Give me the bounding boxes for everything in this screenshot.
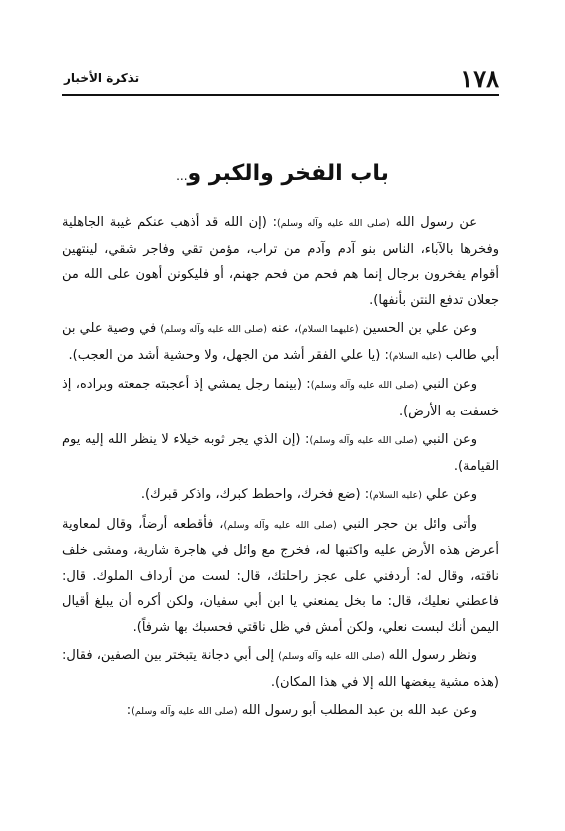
- honorific: (صلى الله عليه وآله وسلم): [310, 380, 419, 391]
- honorific: (عليه السلام): [388, 350, 442, 362]
- honorific: (صلى الله عليه وآله وسلم): [131, 706, 238, 717]
- paragraph: [62, 512, 499, 641]
- paragraph-text: وعن عبد الله بن عبد المطلب أبو رسول الله: [237, 703, 477, 718]
- honorific: (صلى الله عليه وآله وسلم): [276, 218, 390, 229]
- paragraph-text: : (إن الذي يجر ثوبه خيلاء لا ينظر الله إليه يوم القيامة).: [62, 432, 499, 474]
- paragraph-text: : (يا علي الفقر أشد من الجهل، ولا وحشية أشد من العجب).: [68, 347, 389, 363]
- chapter-title: [60, 157, 505, 193]
- paragraph-text: وعن النبي: [417, 432, 477, 447]
- honorific: (صلى الله عليه وآله وسلم): [223, 519, 337, 531]
- honorific: (عليه السلام): [369, 490, 422, 501]
- paragraph-text: إلى أبي دجانة يتبختر بين الصفين، فقال: (هذه مشية يبغضها الله إلا في هذا المكان).: [62, 648, 499, 690]
- honorific: (عليهما السلام): [298, 324, 359, 335]
- paragraph: [62, 482, 499, 509]
- paragraph-text: وعن علي: [421, 487, 477, 502]
- paragraph: [62, 372, 499, 424]
- paragraph: [62, 210, 499, 313]
- page-number: ١٧٨: [460, 64, 499, 93]
- chapter-title-ellipsis: ...: [176, 169, 188, 183]
- paragraph: [62, 316, 499, 369]
- paragraph-text: في وصية علي بن أبي طالب: [62, 321, 499, 363]
- paragraph-text: ، عنه: [266, 321, 299, 336]
- paragraph-text: ونظر رسول الله: [384, 648, 477, 663]
- paragraph: [62, 698, 499, 725]
- paragraph: [62, 643, 499, 695]
- paragraph-text: وأتى وائل بن حجر النبي: [336, 516, 477, 532]
- honorific: (صلى الله عليه وآله وسلم): [278, 651, 385, 662]
- running-title: تذكرة الأخبار: [64, 71, 140, 85]
- chapter-title-text: باب الفخر والكبر و: [187, 161, 389, 186]
- paragraph-text: :: [126, 703, 132, 718]
- honorific: (صلى الله عليه وآله وسلم): [309, 435, 418, 446]
- paragraph-text: ، فأقطعه أرضاً، وقال لمعاوية أعرض هذه الأرض عليه واكتبها له، فخرج مع وائل في هاجرة شارية، ومشى خلف ناقته، وقال له: أردفني على عجز راحلتك، قال: لست من أرداف الملوك. قال: فاعطني نعليك، قال: ما بخل يمنعني يا ابن أبي سفيان، ولكن أكره أن يبلغ أقيال اليمن أنك لبست نعلي، ولكن أمش في ظل ناقتي فحسبك بها شرفاً).: [62, 516, 499, 635]
- paragraph-text: : (ضع فخرك، واحطط كبرك، واذكر قبرك).: [140, 487, 370, 502]
- paragraph-text: عن رسول الله: [389, 215, 477, 230]
- text-body: [62, 210, 499, 728]
- paragraph-text: : (إن الله قد أذهب عنكم غيبة الجاهلية وفخرها بالآباء، الناس بنو آدم وآدم من تراب، مؤمن تقي وفاجر شقي، لينتهين أقوام يفخرون برجال إنما هم فحم من فحم جهنم، أو فليكونن أهون على الله من جعلان تدفع النتن بأنفها).: [62, 215, 499, 308]
- paragraph-text: وعن النبي: [418, 377, 477, 392]
- page-header: [62, 64, 499, 96]
- paragraph-text: : (بينما رجل يمشي إذ أعجبته جمعته وبراده، إذ خسفت به الأرض).: [62, 377, 499, 419]
- paragraph: [62, 427, 499, 479]
- honorific: (صلى الله عليه وآله وسلم): [160, 324, 267, 335]
- paragraph-text: وعن علي بن الحسين: [358, 321, 477, 336]
